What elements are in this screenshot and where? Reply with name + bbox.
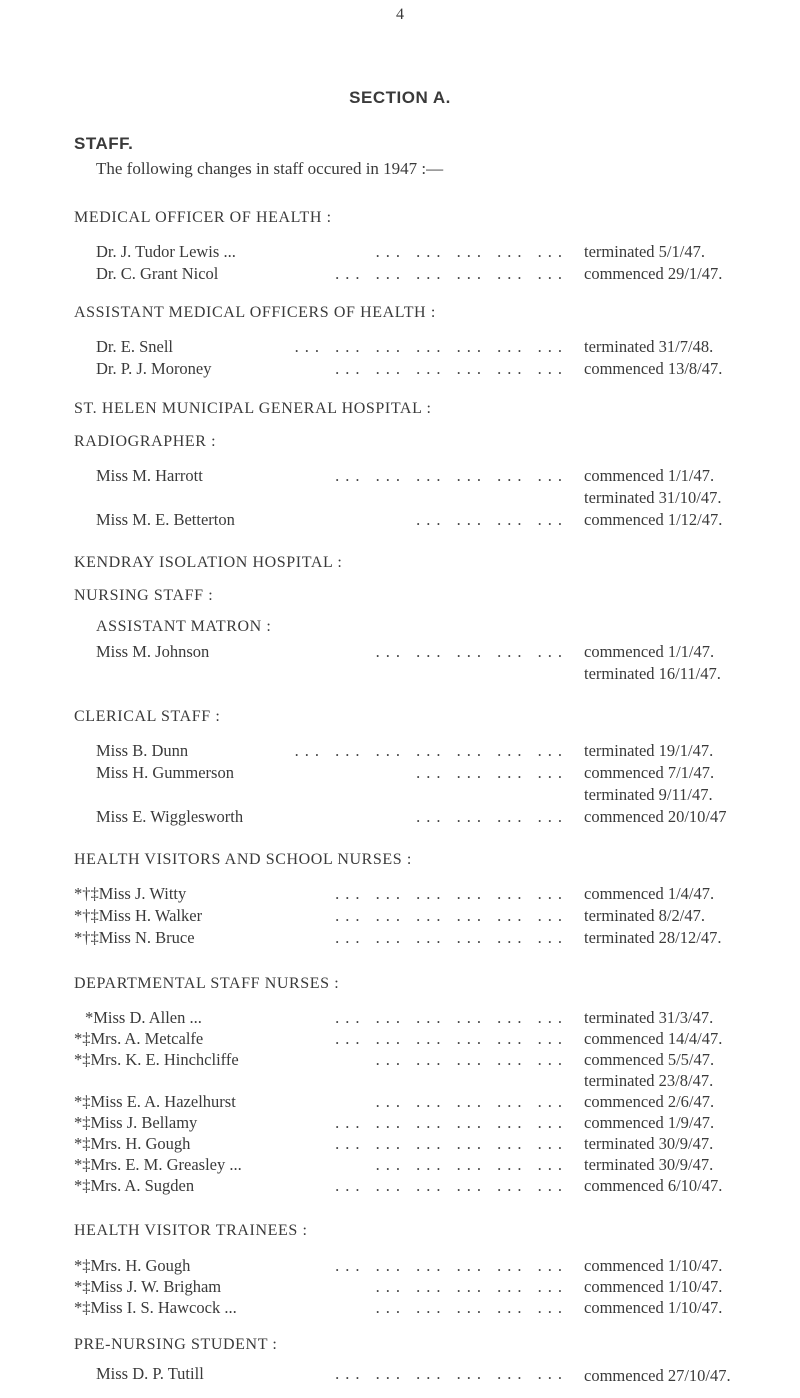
trainees-heading: HEALTH VISITOR TRAINEES : [74, 1222, 308, 1239]
staff-status: commenced 13/8/47. [584, 359, 723, 378]
staff-status: commenced 1/12/47. [584, 510, 723, 529]
staff-row [0, 741, 800, 763]
staff-row [0, 763, 800, 785]
staff-status: commenced 27/10/47. [584, 1366, 731, 1385]
staff-heading: STAFF. [74, 134, 134, 153]
hv-heading: HEALTH VISITORS AND SCHOOL NURSES : [74, 851, 412, 868]
staff-status: commenced 1/9/47. [584, 1113, 715, 1132]
radiographer-subheading: RADIOGRAPHER : [74, 433, 217, 450]
leader-dots: ... ... ... ... ... ... [335, 1029, 568, 1048]
leader-dots: ... ... ... ... ... [375, 1277, 568, 1296]
staff-name: Miss M. Johnson [96, 642, 210, 661]
leader-dots: ... ... ... ... ... ... [335, 1364, 568, 1383]
leader-dots: ... ... ... ... ... ... [335, 928, 568, 947]
staff-status: terminated 19/1/47. [584, 741, 714, 760]
staff-name: Dr. J. Tudor Lewis ... [96, 242, 236, 261]
leader-dots: ... ... ... ... ... ... ... [294, 337, 568, 356]
leader-dots: ... ... ... ... ... ... [335, 359, 568, 378]
staff-status: terminated 30/9/47. [584, 1155, 714, 1174]
staff-status: commenced 2/6/47. [584, 1092, 715, 1111]
staff-row [0, 642, 800, 664]
staff-row [0, 1155, 800, 1177]
staff-name: *‡Miss E. A. Hazelhurst [74, 1092, 236, 1111]
staff-status: commenced 29/1/47. [584, 264, 723, 283]
page-number: 4 [396, 6, 404, 23]
staff-status: terminated 31/7/48. [584, 337, 714, 356]
amoh-heading: ASSISTANT MEDICAL OFFICERS OF HEALTH : [74, 304, 436, 321]
staff-status: terminated 5/1/47. [584, 242, 705, 261]
leader-dots: ... ... ... ... ... [375, 1092, 568, 1111]
leader-dots: ... ... ... ... ... ... ... [294, 741, 568, 760]
staff-status: commenced 7/1/47. [584, 763, 715, 782]
staff-name: *‡Mrs. A. Sugden [74, 1176, 195, 1195]
dept-heading: DEPARTMENTAL STAFF NURSES : [74, 975, 340, 992]
staff-row [0, 1029, 800, 1051]
assistant-matron-subheading: ASSISTANT MATRON : [96, 618, 272, 635]
prenursing-heading: PRE-NURSING STUDENT : [74, 1336, 278, 1353]
staff-row [0, 1092, 800, 1114]
staff-name: *‡Miss J. Bellamy [74, 1113, 198, 1132]
staff-status: terminated 31/10/47. [584, 488, 722, 507]
staff-row [0, 1298, 800, 1320]
staff-name: *‡Mrs. H. Gough [74, 1134, 191, 1153]
leader-dots: ... ... ... ... ... ... [335, 884, 568, 903]
nursing-staff-subheading: NURSING STAFF : [74, 587, 214, 604]
staff-name: Dr. C. Grant Nicol [96, 264, 219, 283]
staff-row [0, 1050, 800, 1072]
staff-name: *Miss D. Allen ... [85, 1008, 202, 1027]
leader-dots: ... ... ... ... ... ... [335, 1134, 568, 1153]
staff-name: Miss B. Dunn [96, 741, 189, 760]
staff-status: terminated 16/11/47. [584, 664, 721, 683]
staff-name: Dr. P. J. Moroney [96, 359, 212, 378]
staff-status: commenced 1/10/47. [584, 1256, 723, 1275]
staff-row [0, 906, 800, 928]
staff-row [0, 242, 800, 264]
staff-name: *‡Mrs. H. Gough [74, 1256, 191, 1275]
staff-row [0, 785, 800, 807]
staff-name: *‡Miss J. W. Brigham [74, 1277, 222, 1296]
leader-dots: ... ... ... ... ... ... [335, 264, 568, 283]
staff-status: terminated 30/9/47. [584, 1134, 714, 1153]
leader-dots: ... ... ... ... ... ... [335, 466, 568, 485]
sthelen-heading: ST. HELEN MUNICIPAL GENERAL HOSPITAL : [74, 400, 432, 417]
staff-status: commenced 1/4/47. [584, 884, 715, 903]
staff-status: commenced 5/5/47. [584, 1050, 715, 1069]
staff-row [0, 466, 800, 488]
staff-status: commenced 1/10/47. [584, 1298, 723, 1317]
leader-dots: ... ... ... ... ... ... [335, 1113, 568, 1132]
staff-status: terminated 28/12/47. [584, 928, 722, 947]
leader-dots: ... ... ... ... ... ... [335, 1008, 568, 1027]
staff-status: terminated 31/3/47. [584, 1008, 714, 1027]
staff-name: Miss M. E. Betterton [96, 510, 235, 529]
staff-name: *†‡Miss H. Walker [74, 906, 203, 925]
leader-dots: ... ... ... ... [416, 510, 568, 529]
staff-status: commenced 1/1/47. [584, 642, 715, 661]
staff-row [0, 1176, 800, 1198]
staff-status: commenced 14/4/47. [584, 1029, 723, 1048]
staff-status: commenced 20/10/47 [584, 807, 727, 826]
staff-status: commenced 1/1/47. [584, 466, 715, 485]
staff-row [0, 664, 800, 686]
staff-row [0, 1277, 800, 1299]
staff-row [0, 1364, 800, 1386]
staff-name: Dr. E. Snell [96, 337, 173, 356]
staff-row [0, 928, 800, 950]
staff-name: Miss E. Wigglesworth [96, 807, 244, 826]
staff-name: Miss D. P. Tutill [96, 1364, 204, 1383]
staff-row [0, 807, 800, 829]
staff-row [0, 337, 800, 359]
staff-status: terminated 8/2/47. [584, 906, 705, 925]
staff-row [0, 488, 800, 510]
leader-dots: ... ... ... ... ... ... [335, 1256, 568, 1275]
staff-row [0, 359, 800, 381]
kendray-heading: KENDRAY ISOLATION HOSPITAL : [74, 554, 343, 571]
staff-name: *‡Miss I. S. Hawcock ... [74, 1298, 237, 1317]
staff-row [0, 1008, 800, 1030]
staff-status: commenced 1/10/47. [584, 1277, 723, 1296]
staff-name: *‡Mrs. K. E. Hinchcliffe [74, 1050, 239, 1069]
leader-dots: ... ... ... ... ... [375, 242, 568, 261]
intro-text: The following changes in staff occured in 1947 :— [96, 159, 444, 178]
staff-name: *‡Mrs. E. M. Greasley ... [74, 1155, 242, 1174]
staff-status: terminated 9/11/47. [584, 785, 713, 804]
staff-row [0, 264, 800, 286]
section-title: SECTION A. [349, 88, 451, 107]
leader-dots: ... ... ... ... ... ... [335, 906, 568, 925]
staff-status: terminated 23/8/47. [584, 1071, 714, 1090]
staff-row [0, 1256, 800, 1278]
leader-dots: ... ... ... ... [416, 763, 568, 782]
staff-row [0, 1113, 800, 1135]
staff-name: *†‡Miss J. Witty [74, 884, 187, 903]
staff-status: commenced 6/10/47. [584, 1176, 723, 1195]
staff-row [0, 510, 800, 532]
leader-dots: ... ... ... ... ... [375, 1155, 568, 1174]
staff-name: Miss H. Gummerson [96, 763, 234, 782]
staff-row [0, 884, 800, 906]
staff-name: *‡Mrs. A. Metcalfe [74, 1029, 204, 1048]
leader-dots: ... ... ... ... ... [375, 642, 568, 661]
leader-dots: ... ... ... ... ... ... [335, 1176, 568, 1195]
moh-heading: MEDICAL OFFICER OF HEALTH : [74, 209, 332, 226]
staff-name: *†‡Miss N. Bruce [74, 928, 195, 947]
staff-row [0, 1071, 800, 1093]
staff-name: Miss M. Harrott [96, 466, 203, 485]
leader-dots: ... ... ... ... [416, 807, 568, 826]
staff-row [0, 1134, 800, 1156]
clerical-heading: CLERICAL STAFF : [74, 708, 221, 725]
leader-dots: ... ... ... ... ... [375, 1050, 568, 1069]
leader-dots: ... ... ... ... ... [375, 1298, 568, 1317]
